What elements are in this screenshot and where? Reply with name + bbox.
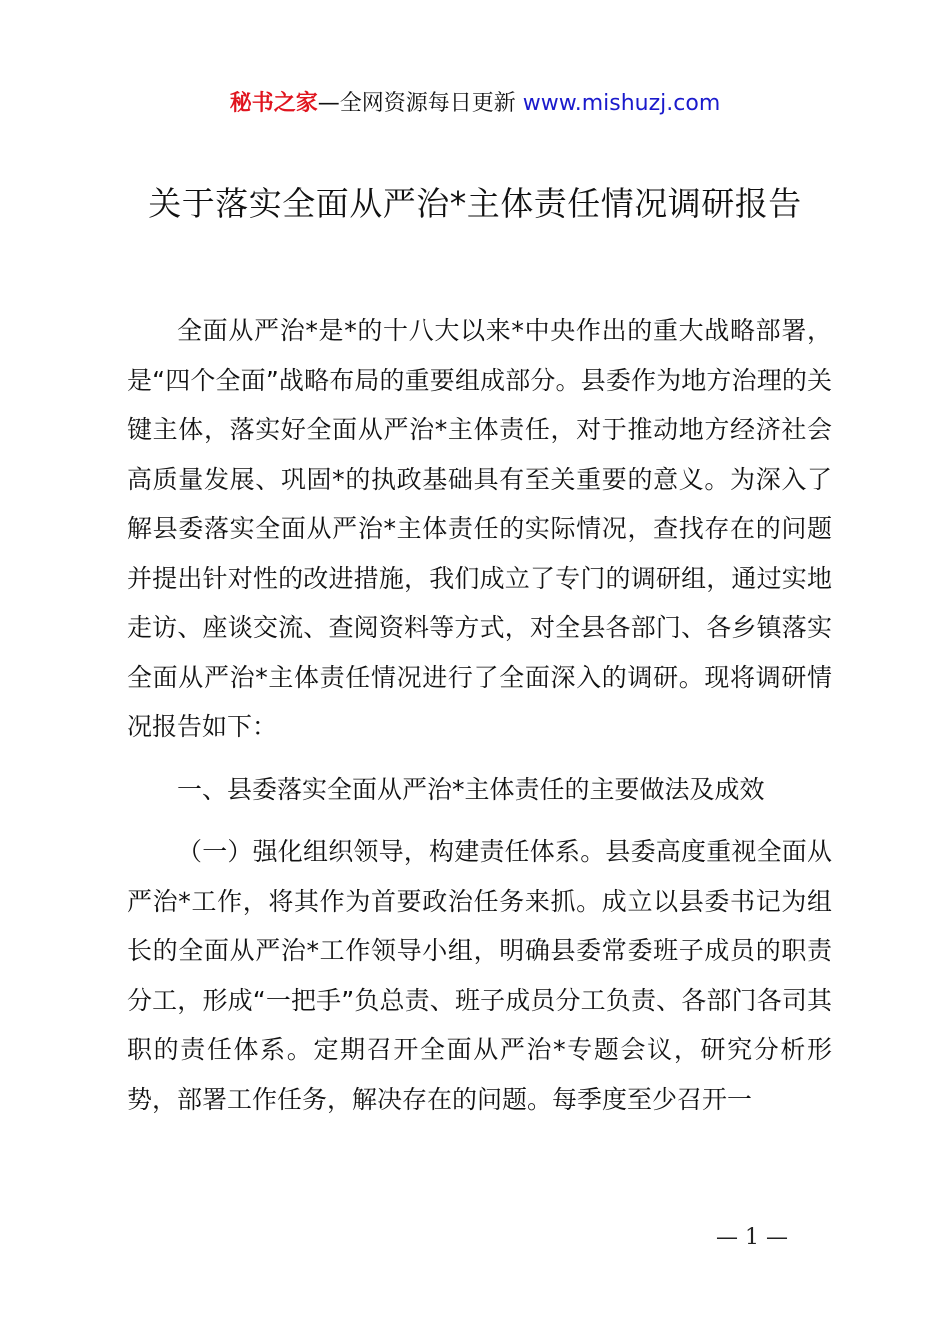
document-body — [127, 306, 832, 1124]
section-heading: 一、县委落实全面从严治*主体责任的主要做法及成效 — [177, 774, 765, 804]
document-title: 关于落实全面从严治*主体责任情况调研报告 — [148, 184, 802, 223]
brand-name: 秘书之家 — [229, 91, 318, 116]
subsection-paragraph: （一）强化组织领导，构建责任体系。县委高度重视全面从严治*工作，将其作为首要政治任务来抓。成立以县委书记为组长的全面从严治*工作领导小组，明确县委常委班子成员的职责分工，形成“一把手”负总责、班子成员分工负责、各部门各司其职的责任体系。定期召开全面从严治*专题会议，研究分析形势，部署工作任务，解决存在的问题。每季度至少召开一 — [127, 837, 832, 1114]
intro-paragraph: 全面从严治*是*的十八大以来*中央作出的重大战略部署，是“四个全面”战略布局的重要组成部分。县委作为地方治理的关键主体，落实好全面从严治*主体责任，对于推动地方经济社会高质量发展、巩固*的执政基础具有至关重要的意义。为深入了解县委落实全面从严治*主体责任的实际情况，查找存在的问题并提出针对性的改进措施，我们成立了专门的调研组，通过实地走访、座谈交流、查阅资料等方式，对全县各部门、各乡镇落实全面从严治*主体责任情况进行了全面深入的调研。现将调研情况报告如下： — [127, 316, 832, 741]
page-number: — 1 — — [716, 1225, 788, 1250]
site-banner — [0, 88, 950, 120]
site-url-link[interactable]: www.mishuzj.com — [522, 91, 721, 116]
banner-slogan: —全网资源每日更新 — [317, 91, 516, 116]
